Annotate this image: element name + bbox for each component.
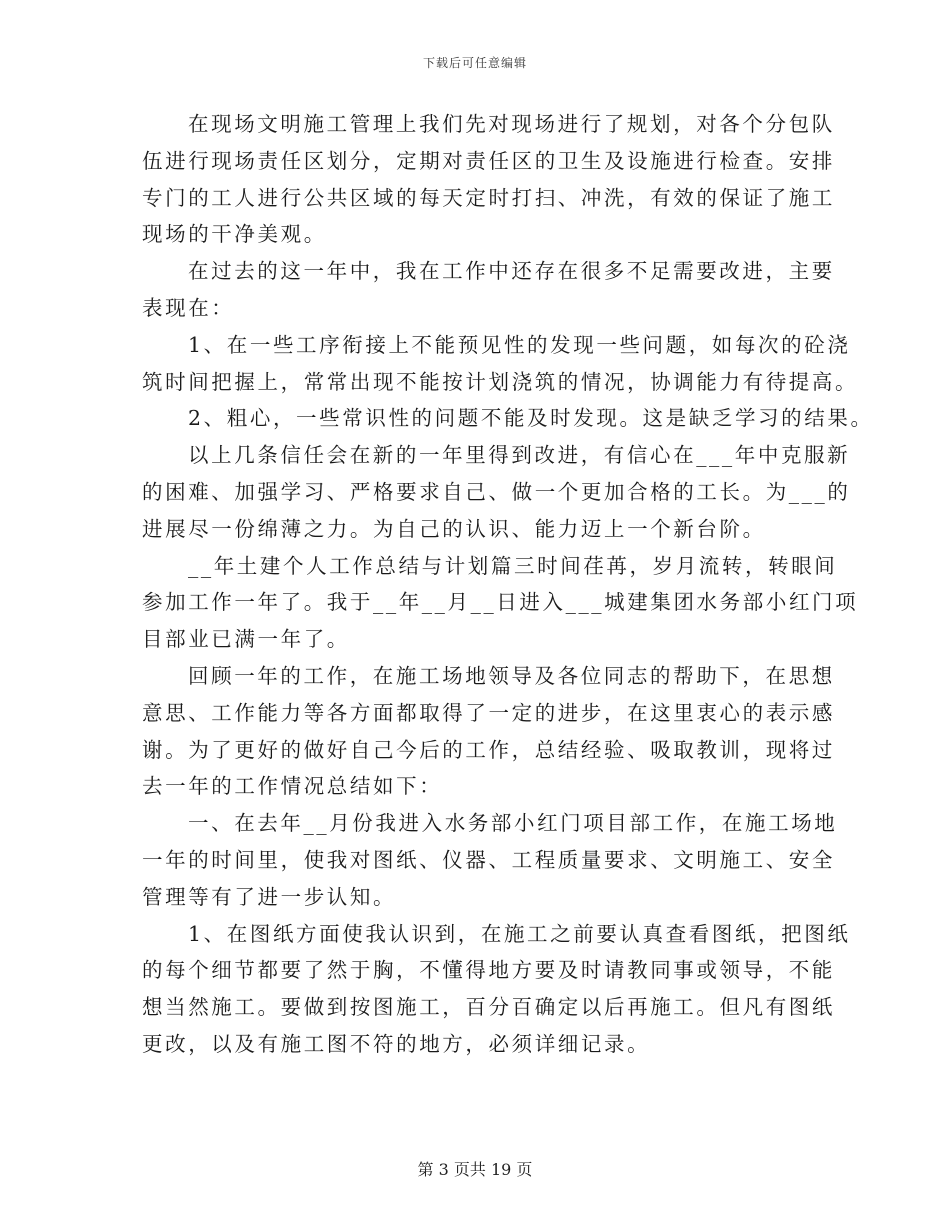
text-line: 去一年的工作情况总结如下： [142,774,443,799]
paragraph-3 [142,327,859,401]
text-line: 筑时间把握上，常常出现不能按计划浇筑的情况，协调能力有待提高。 [142,369,859,394]
paragraph-2 [142,253,835,327]
text-line: 回顾一年的工作，在施工场地领导及各位同志的帮助下，在思想 [188,663,835,688]
text-line: 专门的工人进行公共区域的每天定时打扫、冲洗，有效的保证了施工 [142,185,835,210]
text-line: 2、粗心，一些常识性的问题不能及时发现。这是缺乏学习的结果。 [188,406,874,431]
text-line: 更改，以及有施工图不符的地方，必须详细记录。 [142,1031,651,1056]
text-line: 管理等有了进一步认知。 [142,884,397,909]
text-line: 表现在： [142,295,235,320]
paragraph-1 [142,106,835,253]
text-line: 现场的干净美观。 [142,222,327,247]
text-line: 谢。为了更好的做好自己今后的工作，总结经验、吸取教训，现将过 [142,737,835,762]
text-line: 的每个细节都要了然于胸，不懂得地方要及时请教同事或领导，不能 [142,958,835,983]
text-line: 以上几条信任会在新的一年里得到改进，有信心在___年中克服新 [188,443,851,468]
text-line: 一年的时间里，使我对图纸、仪器、工程质量要求、文明施工、安全 [142,847,835,872]
text-line: 意思、工作能力等各方面都取得了一定的进步，在这里衷心的表示感 [142,700,835,725]
text-line: 参加工作一年了。我于__年__月__日进入___城建集团水务部小红门项 [142,590,859,615]
text-line: 1、在图纸方面使我认识到，在施工之前要认真查看图纸，把图纸 [188,921,851,946]
paragraph-8 [142,805,838,915]
paragraph-5 [142,437,851,547]
text-line: 在现场文明施工管理上我们先对现场进行了规划，对各个分包队 [188,112,835,136]
text-line: 在过去的这一年中，我在工作中还存在很多不足需要改进，主要 [188,259,835,284]
page-header: 下载后可任意编辑 [422,56,527,70]
page-number: 第 3 页共 19 页 [417,1160,533,1179]
text-line: 的困难、加强学习、严格要求自己、做一个更加合格的工长。为___的 [142,479,851,504]
paragraph-4 [142,400,874,437]
paragraph-6 [142,548,859,658]
paragraph-9 [142,916,851,1063]
text-line: 目部业已满一年了。 [142,627,350,652]
text-line: 想当然施工。要做到按图施工，百分百确定以后再施工。但凡有图纸 [142,995,835,1020]
text-line: __年土建个人工作总结与计划篇三时间荏苒，岁月流转，转眼间 [188,553,838,578]
paragraph-7 [142,658,835,805]
text-line: 伍进行现场责任区划分，定期对责任区的卫生及设施进行检查。安排 [142,148,835,173]
document-body [142,106,874,1063]
text-line: 一、在去年__月份我进入水务部小红门项目部工作，在施工场地 [188,811,838,836]
text-line: 进展尽一份绵薄之力。为自己的认识、能力迈上一个新台阶。 [142,516,766,541]
text-line: 1、在一些工序衔接上不能预见性的发现一些问题，如每次的砼浇 [188,332,851,357]
